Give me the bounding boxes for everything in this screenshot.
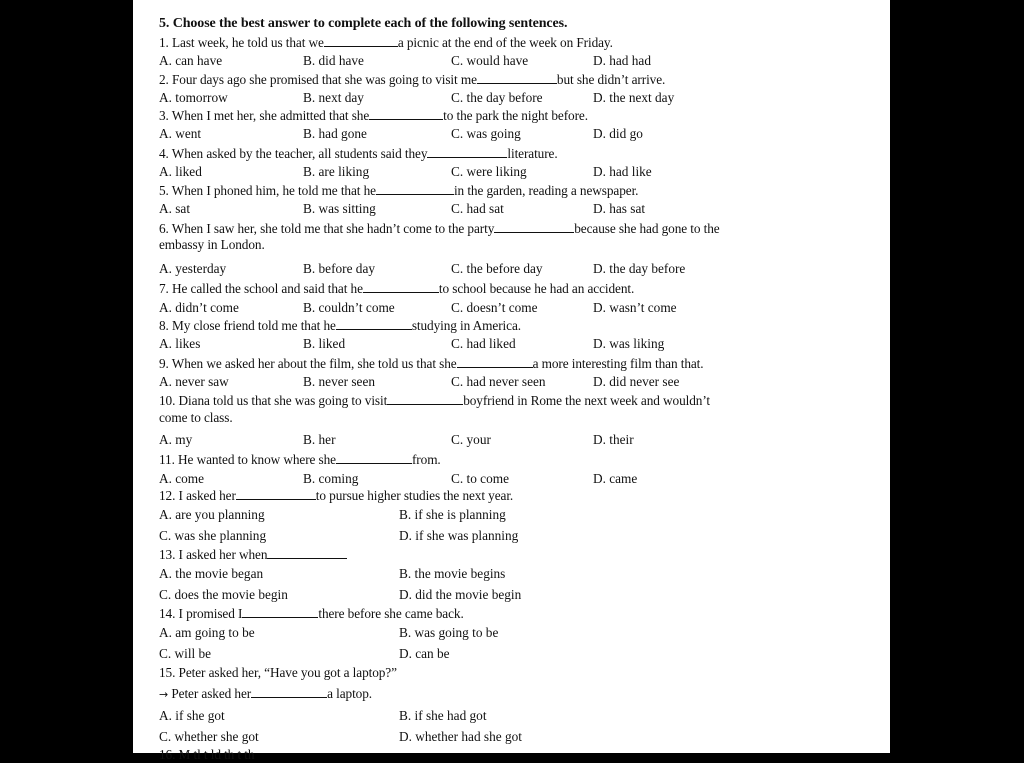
q12-stem-end: to pursue higher studies the next year. [315, 488, 514, 503]
q4-option-b[interactable]: B. are liking [303, 164, 370, 179]
q11-stem-end: from. [411, 452, 441, 467]
q12-option-b[interactable]: B. if she is planning [399, 507, 506, 522]
q10-stem-end: boyfriend in Rome the next week and wouldn’t [463, 393, 711, 408]
question-4 [159, 146, 558, 162]
question-7 [159, 281, 634, 297]
question-12 [159, 488, 513, 504]
question-6-continued: embassy in London. [159, 237, 265, 252]
q4-option-d[interactable]: D. had like [593, 164, 652, 179]
q11-blank [336, 452, 412, 464]
q2-option-a[interactable]: A. tomorrow [159, 90, 228, 105]
q13-option-a[interactable]: A. the movie began [159, 566, 264, 581]
exercise-title: 5. Choose the best answer to complete each of the following sentences. [159, 16, 568, 31]
q14-blank [242, 606, 318, 618]
question-13 [159, 547, 347, 563]
q7-option-a[interactable]: A. didn’t come [159, 300, 239, 315]
q6-option-d[interactable]: D. the day before [593, 261, 686, 276]
q9-option-c[interactable]: C. had never seen [451, 374, 546, 389]
q9-blank [457, 356, 533, 368]
q12-option-c[interactable]: C. was she planning [159, 528, 267, 543]
question-6 [159, 221, 720, 237]
q1-blank [324, 35, 398, 47]
q13-option-b[interactable]: B. the movie begins [399, 566, 506, 581]
q11-stem: 11. He wanted to know where she [159, 452, 336, 467]
q10-blank [387, 393, 463, 405]
q4-stem: 4. When asked by the teacher, all students said they [159, 146, 428, 161]
q7-option-c[interactable]: C. doesn’t come [451, 300, 538, 315]
q1-option-c[interactable]: C. would have [451, 53, 529, 68]
q5-option-a[interactable]: A. sat [159, 201, 191, 216]
q5-option-c[interactable]: C. had sat [451, 201, 504, 216]
q6-option-c[interactable]: C. the before day [451, 261, 543, 276]
q7-option-b[interactable]: B. couldn’t come [303, 300, 395, 315]
question-10 [159, 393, 710, 409]
question-5 [159, 183, 638, 199]
q15-rewrite-stem: Peter asked her [171, 686, 252, 701]
question-3 [159, 108, 588, 124]
q8-stem-end: studying in America. [411, 318, 521, 333]
q6-option-b[interactable]: B. before day [303, 261, 375, 276]
q1-option-b[interactable]: B. did have [303, 53, 364, 68]
q8-option-c[interactable]: C. had liked [451, 336, 516, 351]
q9-option-d[interactable]: D. did never see [593, 374, 680, 389]
q3-option-d[interactable]: D. did go [593, 126, 643, 141]
q3-option-a[interactable]: A. went [159, 126, 202, 141]
q14-option-d[interactable]: D. can be [399, 646, 450, 661]
question-10-continued: come to class. [159, 410, 233, 425]
q8-stem: 8. My close friend told me that he [159, 318, 336, 333]
q12-stem: 12. I asked her [159, 488, 236, 503]
q15-option-a[interactable]: A. if she got [159, 708, 225, 723]
question-14 [159, 606, 464, 622]
q2-option-c[interactable]: C. the day before [451, 90, 543, 105]
q15-rewrite-end: a laptop. [327, 686, 372, 701]
q3-option-b[interactable]: B. had gone [303, 126, 367, 141]
q1-option-a[interactable]: A. can have [159, 53, 223, 68]
q9-stem-end: a more interesting film than that. [532, 356, 704, 371]
q4-blank [427, 146, 507, 158]
q9-option-a[interactable]: A. never saw [159, 374, 229, 389]
q10-stem: 10. Diana told us that she was going to visit [159, 393, 388, 408]
q2-stem-end: but she didn’t arrive. [556, 72, 666, 87]
q12-option-d[interactable]: D. if she was planning [399, 528, 519, 543]
q11-option-b[interactable]: B. coming [303, 471, 359, 486]
q13-stem: 13. I asked her when [159, 547, 268, 562]
question-15: 15. Peter asked her, “Have you got a laptop?” [159, 665, 397, 680]
q6-stem-end: because she had gone to the [574, 221, 720, 236]
q2-option-d[interactable]: D. the next day [593, 90, 675, 105]
q8-option-b[interactable]: B. liked [303, 336, 346, 351]
question-15-rewrite [159, 686, 372, 703]
q6-stem: 6. When I saw her, she told me that she hadn’t come to the party [159, 221, 495, 236]
q5-stem: 5. When I phoned him, he told me that he [159, 183, 376, 198]
q11-option-c[interactable]: C. to come [451, 471, 509, 486]
q10-option-c[interactable]: C. your [451, 432, 491, 447]
q8-option-a[interactable]: A. likes [159, 336, 201, 351]
q7-stem: 7. He called the school and said that he [159, 281, 363, 296]
q11-option-d[interactable]: D. came [593, 471, 638, 486]
q4-option-a[interactable]: A. liked [159, 164, 202, 179]
q7-option-d[interactable]: D. wasn’t come [593, 300, 677, 315]
q1-option-d[interactable]: D. had had [593, 53, 651, 68]
q7-stem-end: to school because he had an accident. [438, 281, 635, 296]
question-11 [159, 452, 441, 468]
q14-option-b[interactable]: B. was going to be [399, 625, 499, 640]
q4-stem-end: literature. [507, 146, 558, 161]
q13-option-c[interactable]: C. does the movie begin [159, 587, 288, 602]
q5-blank [376, 183, 454, 195]
q12-blank [236, 488, 316, 500]
q8-option-d[interactable]: D. was liking [593, 336, 665, 351]
q6-option-a[interactable]: A. yesterday [159, 261, 227, 276]
q1-stem: 1. Last week, he told us that we [159, 35, 324, 50]
q10-option-a[interactable]: A. my [159, 432, 193, 447]
q4-option-c[interactable]: C. were liking [451, 164, 527, 179]
q13-blank [267, 547, 347, 559]
question-2 [159, 72, 665, 88]
q14-stem-end: there before she came back. [318, 606, 464, 621]
q3-blank [369, 108, 443, 120]
q7-blank [363, 281, 439, 293]
q2-blank [477, 72, 557, 84]
q5-stem-end: in the garden, reading a newspaper. [453, 183, 639, 198]
q15-option-d[interactable]: D. whether had she got [399, 729, 522, 744]
q8-blank [336, 318, 412, 330]
q15-option-c[interactable]: C. whether she got [159, 729, 259, 744]
q14-stem: 14. I promised I [159, 606, 243, 621]
q15-option-b[interactable]: B. if she had got [399, 708, 487, 723]
q1-stem-end: a picnic at the end of the week on Friday. [397, 35, 613, 50]
q3-stem: 3. When I met her, she admitted that she [159, 108, 370, 123]
q6-blank [494, 221, 574, 233]
q2-stem: 2. Four days ago she promised that she was going to visit me [159, 72, 477, 87]
q9-stem: 9. When we asked her about the film, she told us that she [159, 356, 457, 371]
q14-option-a[interactable]: A. am going to be [159, 625, 255, 640]
q3-stem-end: to the park the night before. [443, 108, 588, 123]
q10-option-d[interactable]: D. their [593, 432, 634, 447]
q5-option-d[interactable]: D. has sat [593, 201, 646, 216]
question-16-cutoff: 16. M tl t ld th t th [159, 747, 255, 762]
q10-option-b[interactable]: B. her [303, 432, 336, 447]
q12-option-a[interactable]: A. are you planning [159, 507, 265, 522]
question-1 [159, 35, 613, 51]
q3-option-c[interactable]: C. was going [451, 126, 521, 141]
worksheet-page [133, 0, 890, 762]
q9-option-b[interactable]: B. never seen [303, 374, 375, 389]
question-9 [159, 356, 704, 372]
question-8 [159, 318, 521, 334]
q14-option-c[interactable]: C. will be [159, 646, 212, 661]
q5-option-b[interactable]: B. was sitting [303, 201, 376, 216]
q2-option-b[interactable]: B. next day [303, 90, 364, 105]
right-arrow-icon: → [159, 688, 169, 701]
q15-blank [251, 686, 327, 698]
q11-option-a[interactable]: A. come [159, 471, 205, 486]
q13-option-d[interactable]: D. did the movie begin [399, 587, 522, 602]
